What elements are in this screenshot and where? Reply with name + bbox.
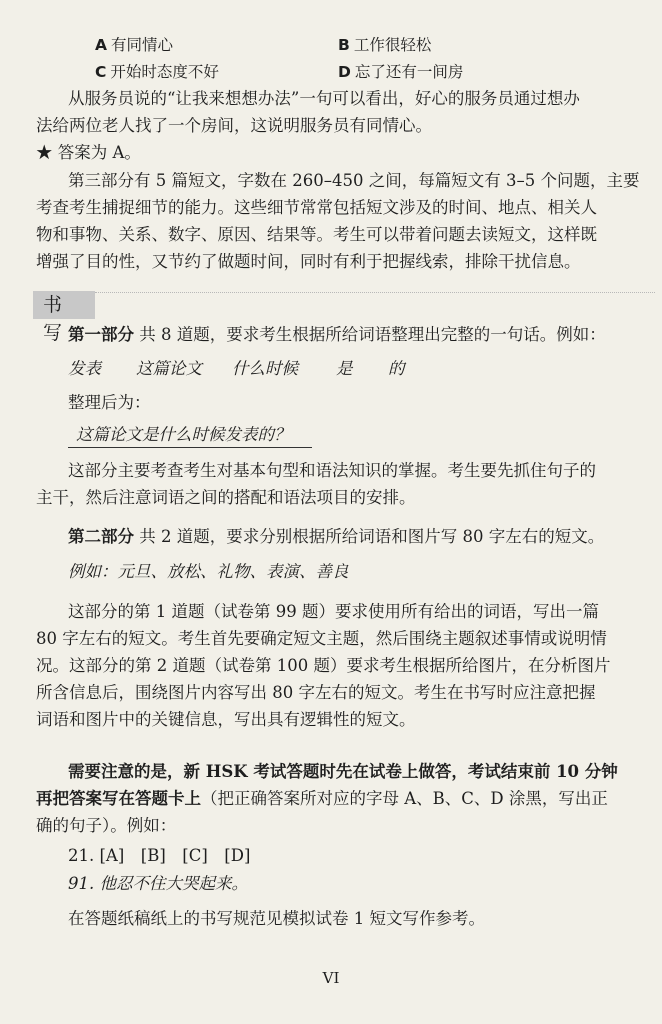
word-item: 这篇论文 xyxy=(136,359,202,378)
part2-desc-line: 80 字左右的短文。考生首先要确定短文主题，然后围绕主题叙述事情或说明情 xyxy=(36,629,607,648)
reference-line: 在答题纸稿纸上的书写规范见模拟试卷 1 短文写作参考。 xyxy=(68,909,485,928)
option-d xyxy=(338,61,463,83)
option-letter: B xyxy=(338,36,350,54)
word-item: 是 xyxy=(336,359,353,378)
part1-instruction: 共 8 道题，要求考生根据所给词语整理出完整的一句话。例如： xyxy=(139,325,606,344)
option-letter: A xyxy=(95,36,107,54)
option-c xyxy=(95,61,219,83)
part1-desc-line: 主干，然后注意词语之间的搭配和语法项目的安排。 xyxy=(36,488,416,507)
option-text: 忘了还有一间房 xyxy=(354,63,464,81)
option-text: 开始时态度不好 xyxy=(110,63,219,81)
option-letter: D xyxy=(338,63,351,81)
notice-line: 确的句子）。例如： xyxy=(36,816,177,835)
notice-line xyxy=(36,788,608,810)
part2-example: 例如：元旦、放松、礼物、表演、善良 xyxy=(68,562,349,581)
option-a xyxy=(95,34,173,56)
page-number: VI xyxy=(322,969,340,987)
reading-intro-line: 物和事物、关系、数字、原因、结果等。考生可以带着问题去读短文，这样既 xyxy=(36,225,597,244)
part2-heading: 第二部分 xyxy=(68,527,134,546)
answer-line: ★ 答案为 A。 xyxy=(36,143,141,162)
sample-sentence: 91. 他忍不住大哭起来。 xyxy=(68,874,248,893)
option-b xyxy=(338,34,431,56)
part2-desc-line: 况。这部分的第 2 道题（试卷第 100 题）要求考生根据所给图片，在分析图片 xyxy=(36,656,611,675)
part2-desc-line: 这部分的第 1 道题（试卷第 99 题）要求使用所有给出的词语，写出一篇 xyxy=(68,602,599,621)
section-divider xyxy=(95,292,655,293)
sentence-underline xyxy=(68,447,312,448)
reading-intro-line: 第三部分有 5 篇短文，字数在 260–450 之间，每篇短文有 3–5 个问题，主要 xyxy=(68,171,640,190)
answer-choices: 21. [A] [B] [C] [D] xyxy=(68,846,251,865)
word-item: 发表 xyxy=(68,359,101,378)
explain-line: 从服务员说的“让我来想想办法”一句可以看出，好心的服务员通过想办 xyxy=(68,89,580,108)
section-title: 书写 xyxy=(33,291,95,319)
option-text: 有同情心 xyxy=(111,36,174,54)
notice-bold-text: 再把答案写在答题卡上 xyxy=(36,789,201,808)
part2-heading-line xyxy=(68,526,604,548)
notice-bold-line: 需要注意的是，新 HSK 考试答题时先在试卷上做答，考试结束前 10 分钟 xyxy=(68,762,618,781)
option-text: 工作很轻松 xyxy=(353,36,432,54)
part1-heading: 第一部分 xyxy=(68,325,134,344)
explain-line xyxy=(36,115,432,137)
part2-desc-line: 词语和图片中的关键信息，写出具有逻辑性的短文。 xyxy=(36,710,416,729)
word-item: 的 xyxy=(388,359,405,378)
part2-instruction: 共 2 道题，要求分别根据所给词语和图片写 80 字左右的短文。 xyxy=(139,527,605,546)
reading-intro-line: 考查考生捕捉细节的能力。这些细节常常包括短文涉及的时间、地点、相关人 xyxy=(36,198,597,217)
option-letter: C xyxy=(95,63,107,81)
notice-text: （把正确答案所对应的字母 A、B、C、D 涂黑，写出正 xyxy=(201,789,608,808)
part2-desc-line: 所含信息后，围绕图片内容写出 80 字左右的短文。考生在书写时应注意把握 xyxy=(36,683,596,702)
part1-desc-line: 这部分主要考查考生对基本句型和语法知识的掌握。考生要先抓住句子的 xyxy=(68,461,596,480)
word-list xyxy=(68,358,405,380)
explain-text: 法给两位老人找了一个房间，这说明服务员有同情心。 xyxy=(36,116,432,135)
sorted-sentence: 这篇论文是什么时候发表的？ xyxy=(76,425,291,444)
part1-heading-line xyxy=(68,324,606,346)
word-item: 什么时候 xyxy=(232,359,298,378)
reading-intro-line: 增强了目的性，又节约了做题时间，同时有利于把握线索，排除干扰信息。 xyxy=(36,252,581,271)
sorted-label: 整理后为： xyxy=(68,393,151,412)
